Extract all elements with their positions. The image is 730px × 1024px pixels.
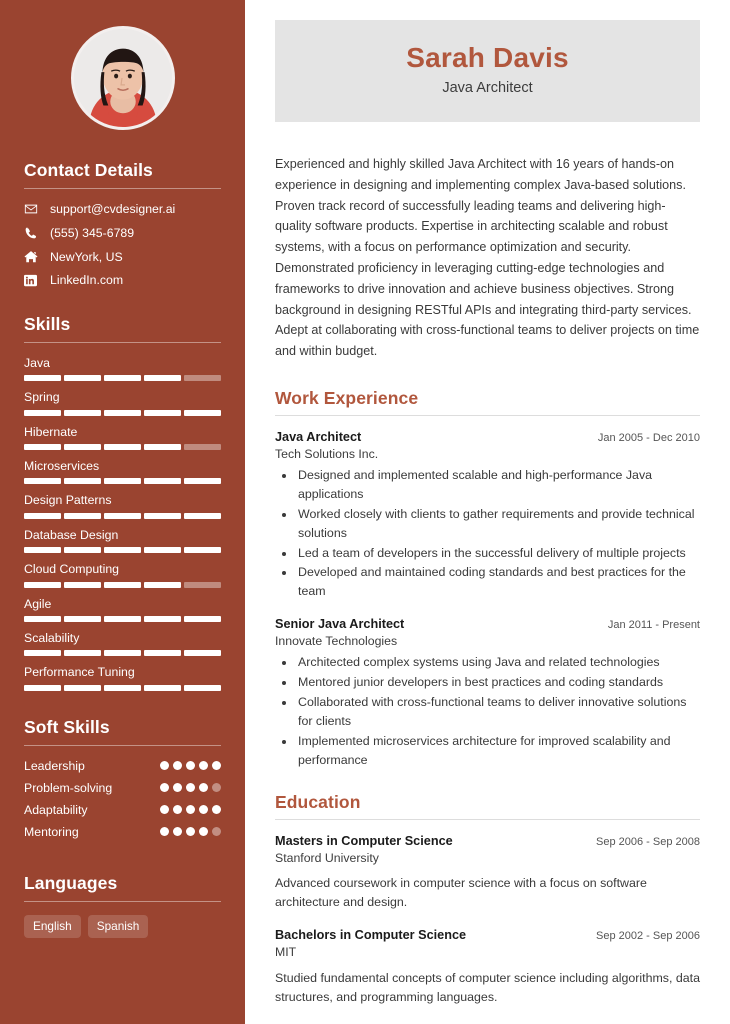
skill-item [24, 493, 221, 518]
skill-segment [64, 375, 101, 381]
skill-segment [184, 375, 221, 381]
contact-location-text: NewYork, US [50, 249, 123, 264]
skill-level-bar [24, 650, 221, 656]
skill-segment [144, 444, 181, 450]
skill-level-bar [24, 513, 221, 519]
skill-item [24, 459, 221, 484]
contact-item-location[interactable] [24, 250, 221, 265]
skill-segment [64, 513, 101, 519]
skill-level-bar [24, 478, 221, 484]
skill-segment [144, 650, 181, 656]
avatar-wrapper [24, 26, 221, 130]
skill-segment [64, 444, 101, 450]
education-entry-degree: Masters in Computer Science [275, 833, 453, 848]
skill-segment [144, 547, 181, 553]
skill-label: Java [24, 356, 50, 370]
soft-skill-rating [160, 827, 221, 836]
skill-label: Spring [24, 390, 60, 405]
skill-segment [24, 650, 61, 656]
skill-item [24, 425, 221, 450]
phone-icon [24, 226, 43, 240]
skill-item [24, 562, 221, 587]
work-entry-role: Senior Java Architect [275, 617, 405, 632]
skill-label: Agile [24, 596, 52, 611]
skill-segment [24, 685, 61, 691]
language-tag: English [24, 915, 81, 938]
skill-label: Hibernate [24, 424, 78, 439]
rating-dot [160, 783, 169, 792]
skill-item [24, 597, 221, 622]
main-content [245, 0, 730, 1024]
skill-segment [144, 478, 181, 484]
skills-list [24, 356, 221, 691]
skill-segment [104, 650, 141, 656]
work-entry-header [275, 616, 700, 633]
rating-dot [160, 805, 169, 814]
list-item: • Collaborated with cross-functional teams to deliver innovative solutions for clients [296, 693, 700, 731]
skill-label: Scalability [24, 630, 80, 645]
skills-divider [24, 342, 221, 343]
education-entry-description: Studied fundamental concepts of computer science including algorithms, data structures, and programming languages. [275, 970, 700, 1004]
languages-divider [24, 901, 221, 902]
soft-skill-item [24, 825, 221, 839]
skill-segment [104, 444, 141, 450]
skill-segment [104, 685, 141, 691]
rating-dot [199, 827, 208, 836]
work-entry-company: Innovate Technologies [275, 634, 398, 649]
work-entry [275, 429, 700, 601]
soft-skill-rating [160, 805, 221, 814]
skill-segment [184, 685, 221, 691]
rating-dot [160, 827, 169, 836]
skill-segment [104, 375, 141, 381]
skill-segment [24, 547, 61, 553]
rating-dot [186, 805, 195, 814]
skill-level-bar [24, 444, 221, 450]
name-banner [275, 20, 700, 122]
skill-segment [24, 444, 61, 450]
contact-divider [24, 188, 221, 189]
soft-skill-label: Problem-solving [24, 780, 113, 795]
skill-segment [184, 444, 221, 450]
skill-level-bar [24, 616, 221, 622]
skill-segment [24, 513, 61, 519]
skill-level-bar [24, 375, 221, 381]
list-item: • Architected complex systems using Java and related technologies [296, 653, 700, 672]
soft-skills-list [24, 759, 221, 839]
contact-phone-text: (555) 345-6789 [50, 225, 135, 240]
skill-segment [64, 650, 101, 656]
skill-item [24, 390, 221, 415]
work-entry-role: Java Architect [275, 429, 362, 444]
work-entry-header [275, 429, 700, 446]
rating-dot [212, 761, 221, 770]
skill-segment [144, 616, 181, 622]
education-entry-degree: Bachelors in Computer Science [275, 928, 467, 943]
rating-dot [199, 783, 208, 792]
skill-segment [24, 582, 61, 588]
education-entry-header [275, 927, 700, 944]
education-entry-school: Stanford University [275, 850, 379, 865]
skill-segment [144, 513, 181, 519]
skill-segment [184, 478, 221, 484]
contact-heading: Contact Details [24, 160, 153, 180]
work-experience-heading: Work Experience [275, 387, 419, 408]
rating-dot [173, 783, 182, 792]
skill-segment [64, 582, 101, 588]
contact-linkedin-text: LinkedIn.com [50, 273, 124, 288]
rating-dot [186, 761, 195, 770]
rating-dot [160, 761, 169, 770]
skill-segment [184, 582, 221, 588]
contact-item-email[interactable] [24, 202, 221, 217]
skill-segment [184, 616, 221, 622]
list-item: • Worked closely with clients to gather requirements and provide technical solutions [296, 505, 700, 543]
skill-label: Database Design [24, 527, 119, 542]
list-item: • Developed and maintained coding standards and best practices for the team [296, 563, 700, 601]
education-heading: Education [275, 791, 361, 812]
sidebar [0, 0, 245, 1024]
skill-segment [184, 513, 221, 519]
rating-dot [212, 783, 221, 792]
contact-email-text: support@cvdesigner.ai [50, 202, 176, 216]
soft-skill-item [24, 781, 221, 795]
rating-dot [173, 827, 182, 836]
skill-level-bar [24, 685, 221, 691]
soft-skill-label: Leadership [24, 758, 85, 773]
skill-item [24, 528, 221, 553]
rating-dot [212, 805, 221, 814]
list-item: • Implemented microservices architecture for improved scalability and performance [296, 732, 700, 770]
skill-segment [24, 410, 61, 416]
soft-skill-item [24, 803, 221, 817]
skill-segment [24, 375, 61, 381]
contact-item-phone[interactable] [24, 226, 221, 241]
soft-skills-section [24, 717, 221, 839]
work-entry-bullets [275, 466, 700, 601]
skills-section [24, 314, 221, 691]
skill-segment [104, 547, 141, 553]
soft-skills-heading: Soft Skills [24, 716, 110, 737]
work-entry-bullets [275, 653, 700, 769]
avatar [71, 26, 175, 130]
contact-list [24, 202, 221, 288]
envelope-icon [24, 202, 43, 216]
linkedin-icon [24, 274, 43, 287]
soft-skill-label: Mentoring [24, 824, 79, 839]
skill-segment [104, 616, 141, 622]
contact-section [24, 160, 221, 288]
education-list [275, 833, 700, 1008]
contact-item-linkedin[interactable] [24, 273, 221, 288]
skill-segment [144, 410, 181, 416]
skill-label: Microservices [24, 459, 100, 474]
education-entry-header [275, 833, 700, 850]
skill-segment [64, 547, 101, 553]
work-entry-date: Jan 2005 - Dec 2010 [597, 431, 700, 444]
education-entry-date: Sep 2006 - Sep 2008 [596, 835, 700, 848]
skill-item [24, 356, 221, 381]
skill-level-bar [24, 582, 221, 588]
skill-label: Design Patterns [24, 493, 112, 508]
education-entry [275, 927, 700, 1007]
skill-segment [104, 410, 141, 416]
skill-segment [104, 478, 141, 484]
skills-heading: Skills [24, 314, 71, 334]
skill-segment [104, 582, 141, 588]
skill-segment [64, 410, 101, 416]
skill-segment [64, 616, 101, 622]
soft-skills-divider [24, 745, 221, 746]
soft-skill-label: Adaptability [24, 802, 88, 817]
skill-item [24, 631, 221, 656]
education-entry-date: Sep 2002 - Sep 2006 [596, 930, 700, 943]
rating-dot [186, 827, 195, 836]
skill-segment [184, 650, 221, 656]
skill-item [24, 665, 221, 690]
education-section [275, 792, 700, 1008]
education-divider [275, 819, 700, 820]
rating-dot [173, 805, 182, 814]
skill-segment [144, 375, 181, 381]
list-item: • Mentored junior developers in best practices and coding standards [296, 673, 700, 692]
home-icon [24, 250, 43, 264]
rating-dot [199, 761, 208, 770]
skill-segment [184, 547, 221, 553]
skill-segment [104, 513, 141, 519]
rating-dot [173, 761, 182, 770]
page-title: Sarah Davis [406, 42, 569, 73]
skill-segment [64, 685, 101, 691]
job-title: Java Architect [442, 79, 533, 96]
skill-segment [64, 478, 101, 484]
list-item: • Led a team of developers in the successful delivery of multiple projects [296, 544, 700, 563]
work-experience-divider [275, 415, 700, 416]
skill-segment [144, 582, 181, 588]
rating-dot [186, 783, 195, 792]
skill-level-bar [24, 410, 221, 416]
language-tag: Spanish [88, 915, 149, 938]
list-item: • Designed and implemented scalable and high-performance Java applications [296, 466, 700, 504]
professional-summary: Experienced and highly skilled Java Architect with 16 years of hands-on experience in designing and implementing complex Java-based solutions. Proven track record of successfully leading teams and delivering high-quality software products. Expertise in architecting scalable and robust systems, with a focus on performance optimization and security. Demonstrated proficiency in leveraging cutting-edge technologies and frameworks to drive innovation and achieve business objectives. Strong background in designing RESTful APIs and integrating third-party services. Adept at collaborating with cross-functional teams to deliver projects on time and within budget. [275, 157, 700, 359]
work-experience-list [275, 429, 700, 770]
skill-segment [144, 685, 181, 691]
work-entry-company: Tech Solutions Inc. [275, 446, 379, 461]
skill-label: Cloud Computing [24, 562, 120, 577]
education-entry-school: MIT [275, 945, 297, 960]
skill-segment [184, 410, 221, 416]
languages-heading: Languages [24, 872, 118, 893]
languages-section [24, 873, 221, 938]
rating-dot [199, 805, 208, 814]
skill-level-bar [24, 547, 221, 553]
soft-skill-item [24, 759, 221, 773]
work-entry [275, 616, 700, 769]
skill-segment [24, 616, 61, 622]
soft-skill-rating [160, 783, 221, 792]
languages-list [24, 915, 221, 938]
work-experience-section [275, 388, 700, 770]
skill-segment [24, 478, 61, 484]
education-entry-description: Advanced coursework in computer science with a focus on software architecture and design. [275, 875, 647, 910]
skill-label: Performance Tuning [24, 665, 135, 680]
soft-skill-rating [160, 761, 221, 770]
rating-dot [212, 827, 221, 836]
work-entry-date: Jan 2011 - Present [607, 619, 700, 632]
education-entry [275, 833, 700, 913]
